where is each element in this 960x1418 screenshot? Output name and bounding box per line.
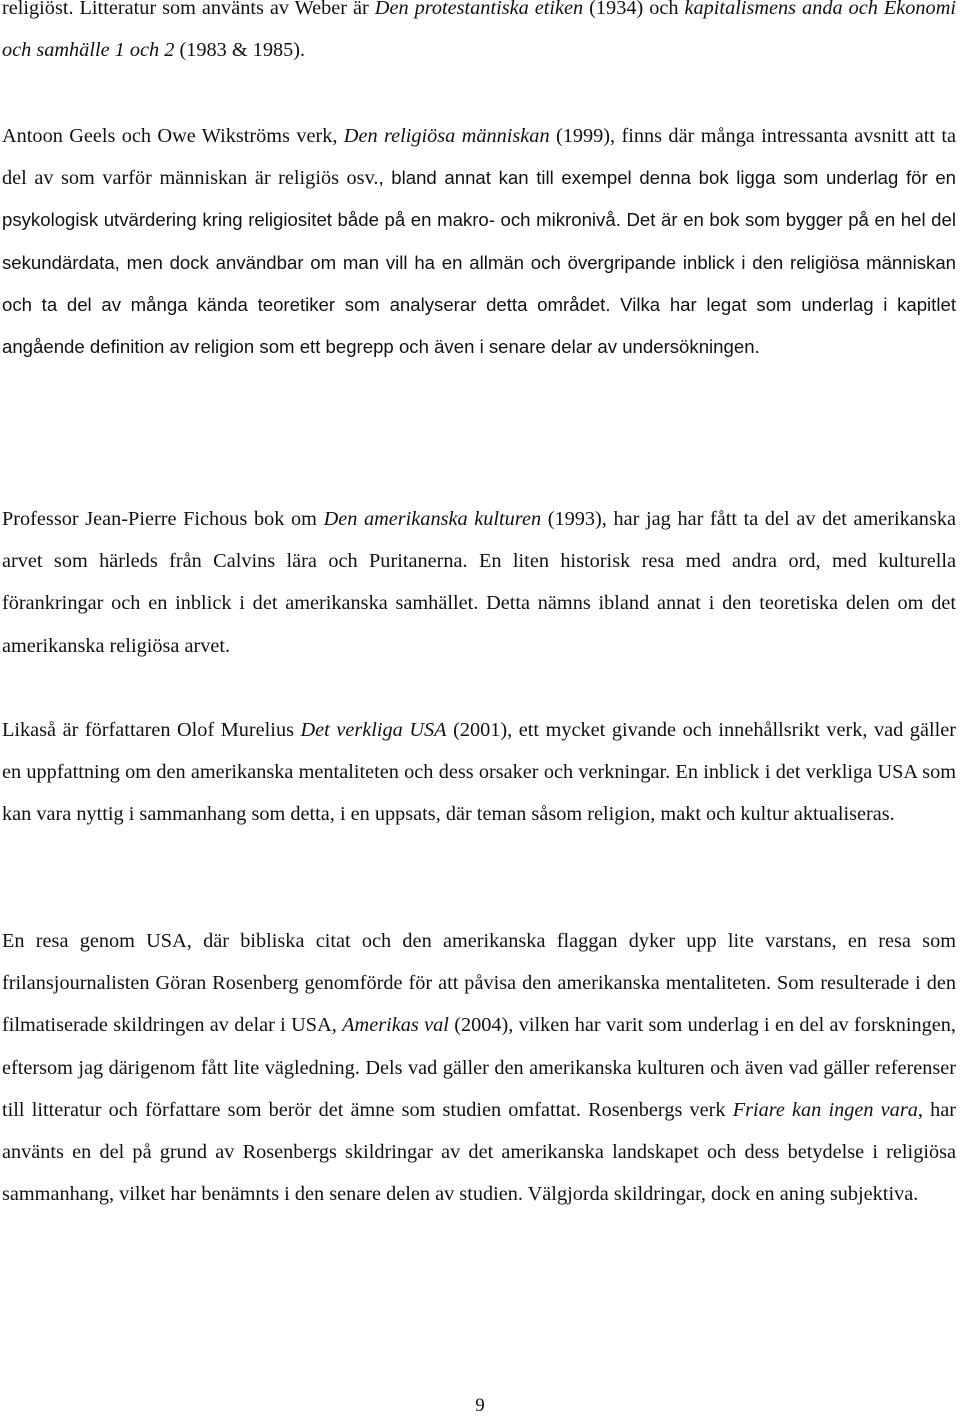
- text-span: (1934) och: [583, 0, 685, 19]
- text-span: En resa genom USA, där bibliska citat och den amerikanska flaggan dyker upp lite varstans, en resa som frilansjournalisten Göran Rosenberg genomförde för att påvisa den amerikanska mentaliteten. Som resulterade i den filmatiserade skildringen av delar i USA,: [2, 930, 956, 1037]
- paragraph-murelius: [2, 709, 956, 836]
- text-span: Professor Jean-Pierre Fichous bok om: [2, 508, 324, 530]
- book-title: Friare kan ingen vara: [732, 1098, 918, 1121]
- text-span: Likaså är författaren Olof Murelius: [2, 719, 301, 741]
- text-span: (1999), finns där många intressanta avsnitt att ta del av som varför människan är religiös osv.: [2, 125, 956, 190]
- text-span: (1983 & 1985).: [174, 39, 306, 62]
- text-span-sans: , bland annat kan till exempel denna bok ligga som underlag för en psykologisk utvärdering kring religiositet både på en makro- och mikronivå. Det är en bok som bygger på en hel del sekundärdata, men dock användbar om man vill ha en allmän och övergripande inblick i den religiösa människan och ta del av många kända teoretiker som analyserar detta området. Vilka har legat som underlag i kapitlet angående definition av religion som ett begrepp och även i senare delar av undersökningen.: [2, 167, 956, 358]
- film-title: Amerikas val: [342, 1014, 449, 1037]
- book-title: Den protestantiska etiken: [374, 0, 584, 19]
- text-span: (1993), har jag har fått ta del av det amerikanska arvet som härleds från Calvins lära och Puritanerna. En liten historisk resa med andra ord, med kulturella förankringar och en inblick i det amerikanska samhället. Detta nämns ibland annat i den teoretiska delen om det amerikanska religiösa arvet.: [2, 508, 956, 657]
- text-span: (2004), vilken har varit som underlag i en del av forskningen, eftersom jag därigenom fått lite vägledning. Dels vad gäller den amerikanska kulturen och även vad gäller referenser till litteratur och författare som berör det ämne som studien omfattat. Rosenbergs verk: [2, 1014, 956, 1121]
- paragraph-fichou: [2, 498, 956, 667]
- paragraph-rosenberg: [2, 920, 956, 1215]
- page-number: 9: [475, 1395, 485, 1416]
- text-span: Antoon Geels och Owe Wikströms verk,: [2, 125, 344, 147]
- book-title: Den amerikanska kulturen: [323, 508, 542, 530]
- text-span: religiöst. Litteratur som använts av Weber är: [2, 0, 375, 19]
- book-title: Det verkliga USA: [300, 719, 447, 741]
- book-title: Den religiösa människan: [343, 125, 550, 147]
- text-span: , har använts en del på grund av Rosenbergs skildringar av det amerikanska landskapet och dess betydelse i religiösa sammanhang, vilket har benämnts i den senare delen av studien. Välgjorda skildringar, dock en aning subjektiva.: [2, 1098, 956, 1206]
- paragraph-weber-literature: [2, 0, 956, 71]
- paragraph-geels-wikstrom: [2, 115, 956, 368]
- book-title: kapitalismens anda och Ekonomi och samhälle 1 och 2: [2, 0, 956, 62]
- text-span: (2001), ett mycket givande och innehållsrikt verk, vad gäller en uppfattning om den amerikanska mentaliteten och dess orsaker och verkningar. En inblick i det verkliga USA som kan vara nyttig i sammanhang som detta, i en uppsats, där teman såsom religion, makt och kultur aktualiseras.: [2, 719, 956, 826]
